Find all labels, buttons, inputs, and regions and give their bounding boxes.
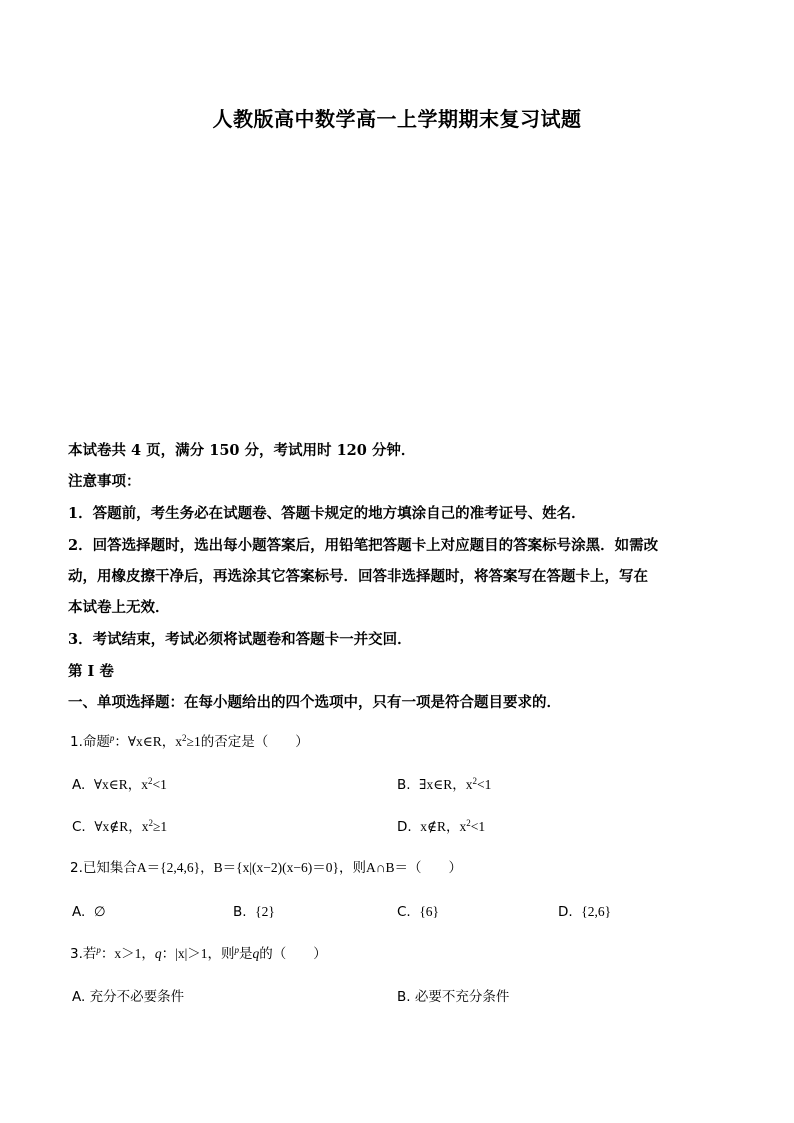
q2-suffix: （ ） bbox=[408, 860, 463, 876]
q1-option-c bbox=[72, 817, 167, 837]
question-3 bbox=[70, 944, 327, 964]
q1-b-math: ∃x∈R，x bbox=[419, 777, 473, 792]
q3-option-a bbox=[72, 987, 184, 1007]
q3-option-b bbox=[397, 987, 509, 1007]
q2-then: ，则 bbox=[339, 860, 366, 876]
q3-b-label: B. bbox=[397, 989, 411, 1005]
q3-p2: p bbox=[234, 945, 240, 955]
q3-q2: q bbox=[252, 946, 260, 961]
q2-option-d bbox=[558, 902, 611, 922]
q1-c-label: C. bbox=[72, 819, 86, 835]
q2-b-math: {2} bbox=[255, 904, 275, 919]
volume-heading: 第 I 卷 bbox=[68, 663, 114, 680]
q3-suffix: 的（ ） bbox=[259, 946, 327, 962]
note-3: 3．考试结束，考试必须将试题卷和答题卡一并交回． bbox=[68, 631, 412, 648]
q3-a-text: 充分不必要条件 bbox=[89, 989, 185, 1005]
q1-colon: ： bbox=[114, 734, 128, 750]
q1-p: p bbox=[109, 733, 115, 743]
q2-c-label: C. bbox=[397, 904, 411, 920]
note-1: 1．答题前，考生务必在试题卷、答题卡规定的地方填涂自己的准考证号、姓名． bbox=[68, 505, 586, 522]
q2-c-math: {6} bbox=[419, 904, 440, 919]
q3-is: 是 bbox=[239, 946, 253, 962]
q1-d-math: x∉R，x bbox=[420, 819, 467, 834]
question-1 bbox=[70, 732, 309, 752]
q1-a-math: ∀x∈R，x bbox=[93, 777, 149, 792]
q2-set-a: A＝{2,4,6} bbox=[136, 860, 201, 875]
q1-b-label: B. bbox=[397, 777, 411, 793]
q1-stem-math: ∀x∈R，x bbox=[127, 734, 183, 749]
q1-prefix: 1.命题 bbox=[70, 734, 110, 750]
q2-option-c bbox=[397, 902, 439, 922]
q1-option-d bbox=[397, 817, 485, 837]
q1-stem-math2: ≥1 bbox=[186, 734, 201, 749]
q2-a-math: ∅ bbox=[93, 904, 106, 919]
q1-d-label: D. bbox=[397, 819, 412, 835]
q2-set-b: B＝{x|(x−2)(x−6)＝0} bbox=[213, 860, 339, 875]
q2-d-math: {2,6} bbox=[581, 904, 612, 919]
q1-b-sup: 2 bbox=[472, 776, 477, 786]
q3-q-cond: ：|x|＞1，则 bbox=[161, 946, 235, 961]
q2-option-a bbox=[72, 902, 106, 922]
exam-info: 本试卷共 4 页，满分 150 分，考试用时 120 分钟． bbox=[68, 442, 416, 459]
q2-b-label: B. bbox=[233, 904, 247, 920]
q1-a-label: A. bbox=[72, 777, 86, 793]
q3-b-text: 必要不充分条件 bbox=[414, 989, 510, 1005]
q1-stem-sup: 2 bbox=[182, 733, 187, 743]
section-heading: 一、单项选择题：在每小题给出的四个选项中，只有一项是符合题目要求的． bbox=[68, 694, 561, 711]
q1-a-math2: <1 bbox=[152, 777, 167, 792]
q1-option-b bbox=[397, 775, 491, 795]
q2-a-label: A. bbox=[72, 904, 86, 920]
q3-q: q bbox=[154, 946, 162, 961]
q1-b-math2: <1 bbox=[476, 777, 492, 792]
note-2-line-1: 2．回答选择题时，选出每小题答案后，用铅笔把答题卡上对应题目的答案标号涂黑．如需改 bbox=[68, 537, 659, 554]
question-2 bbox=[70, 858, 462, 878]
q1-option-a bbox=[72, 775, 167, 795]
q1-suffix: 的否定是（ ） bbox=[200, 734, 309, 750]
note-2-line-3: 本试卷上无效． bbox=[68, 599, 170, 616]
q1-c-sup: 2 bbox=[148, 818, 153, 828]
note-2-line-2: 动，用橡皮擦干净后，再选涂其它答案标号．回答非选择题时，将答案写在答题卡上，写在 bbox=[68, 568, 648, 585]
q3-prefix: 3.若 bbox=[70, 946, 97, 962]
q2-sep: ， bbox=[200, 860, 214, 876]
q2-d-label: D. bbox=[558, 904, 573, 920]
q3-p-cond: ：x＞1， bbox=[100, 946, 155, 961]
q3-p: p bbox=[96, 945, 101, 955]
q1-c-math: ∀x∉R，x bbox=[94, 819, 149, 834]
q1-a-sup: 2 bbox=[148, 776, 153, 786]
document-title: 人教版高中数学高一上学期期末复习试题 bbox=[212, 107, 582, 131]
q1-c-math2: ≥1 bbox=[152, 819, 168, 834]
q2-expr: A∩B＝ bbox=[366, 860, 409, 875]
q2-prefix: 2.已知集合 bbox=[70, 860, 137, 876]
q1-d-math2: <1 bbox=[470, 819, 486, 834]
q3-a-label: A. bbox=[72, 989, 86, 1005]
q2-option-b bbox=[233, 902, 275, 922]
q1-d-sup: 2 bbox=[466, 818, 471, 828]
notes-heading: 注意事项： bbox=[68, 473, 141, 490]
